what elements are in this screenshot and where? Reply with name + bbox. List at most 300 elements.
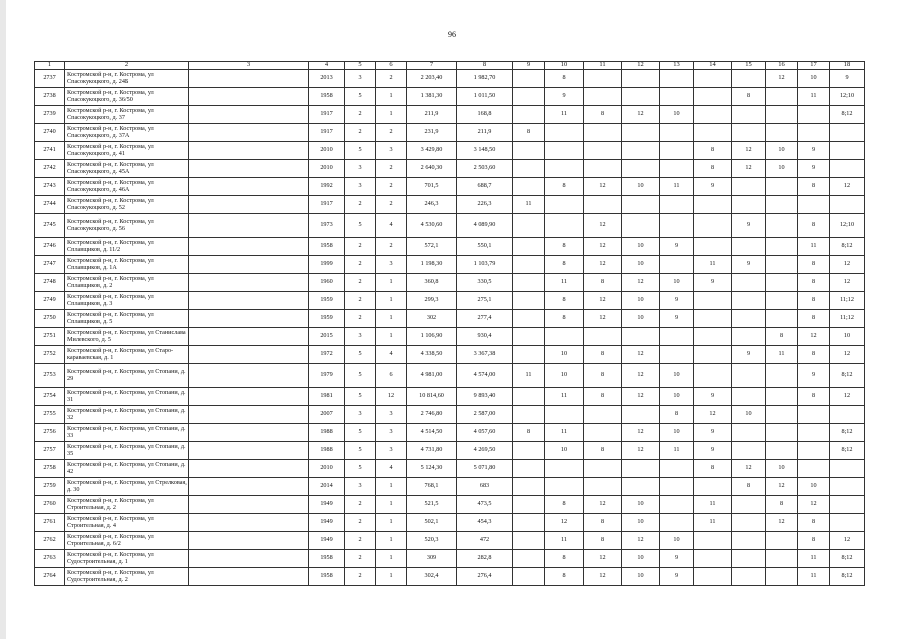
table-cell: [513, 106, 545, 124]
table-cell: [732, 238, 766, 256]
table-cell: 1958: [309, 568, 345, 586]
table-row: [35, 424, 865, 442]
column-number-cell: 4: [309, 62, 345, 70]
table-cell: [545, 214, 584, 238]
table-cell: [513, 568, 545, 586]
table-cell: [189, 292, 309, 310]
table-cell: [660, 124, 694, 142]
table-cell: [584, 424, 622, 442]
table-cell: [830, 406, 865, 424]
table-cell: 1 381,30: [407, 88, 457, 106]
table-cell: 1917: [309, 124, 345, 142]
row-number-cell: 2739: [35, 106, 65, 124]
address-cell: Костромской р-н, г. Кострома, ул Сплавщиков, д. 2: [65, 274, 189, 292]
table-cell: 11: [513, 196, 545, 214]
table-cell: 2010: [309, 160, 345, 178]
table-row: [35, 70, 865, 88]
table-row: [35, 496, 865, 514]
table-cell: 1917: [309, 196, 345, 214]
table-cell: 10: [622, 514, 660, 532]
table-cell: [189, 346, 309, 364]
row-number-cell: 2738: [35, 88, 65, 106]
table-cell: [545, 460, 584, 478]
table-cell: 8: [584, 514, 622, 532]
table-cell: [189, 238, 309, 256]
address-cell: Костромской р-н, г. Кострома, ул Спасокукоцкого, д. 37А: [65, 124, 189, 142]
table-row: [35, 364, 865, 388]
table-cell: 12: [732, 142, 766, 160]
table-cell: [660, 214, 694, 238]
table-cell: 2010: [309, 460, 345, 478]
table-cell: 8;12: [830, 568, 865, 586]
row-number-cell: 2759: [35, 478, 65, 496]
table-cell: [622, 88, 660, 106]
row-number-cell: 2763: [35, 550, 65, 568]
table-cell: 10: [660, 388, 694, 406]
table-row: [35, 178, 865, 196]
table-row: [35, 550, 865, 568]
table-cell: 768,1: [407, 478, 457, 496]
table-cell: [694, 106, 732, 124]
table-row: [35, 532, 865, 550]
table-cell: [798, 196, 830, 214]
table-cell: 12: [584, 178, 622, 196]
table-cell: 11: [545, 532, 584, 550]
table-cell: [694, 568, 732, 586]
table-cell: [766, 238, 798, 256]
table-cell: [732, 328, 766, 346]
row-number-cell: 2746: [35, 238, 65, 256]
table-cell: 1: [376, 550, 407, 568]
row-number-cell: 2744: [35, 196, 65, 214]
table-cell: 2 503,60: [457, 160, 513, 178]
table-cell: 10: [622, 178, 660, 196]
table-cell: 9: [694, 178, 732, 196]
table-cell: 9: [694, 274, 732, 292]
row-number-cell: 2743: [35, 178, 65, 196]
table-cell: 3 429,80: [407, 142, 457, 160]
table-cell: 10: [660, 106, 694, 124]
table-cell: 2: [376, 70, 407, 88]
table-cell: [694, 346, 732, 364]
column-number-cell: 17: [798, 62, 830, 70]
table-cell: 5: [345, 88, 376, 106]
table-cell: 2: [345, 238, 376, 256]
table-row: [35, 88, 865, 106]
table-cell: 1949: [309, 514, 345, 532]
table-cell: 1958: [309, 238, 345, 256]
address-cell: Костромской р-н, г. Кострома, ул Спасокукоцкого, д. 37: [65, 106, 189, 124]
table-cell: 3: [376, 442, 407, 460]
table-cell: [513, 460, 545, 478]
table-cell: [513, 346, 545, 364]
table-cell: 10: [545, 442, 584, 460]
table-cell: 8: [545, 310, 584, 328]
table-cell: 11: [798, 568, 830, 586]
table-cell: 2: [345, 274, 376, 292]
table-cell: 302: [407, 310, 457, 328]
table-cell: [660, 160, 694, 178]
table-cell: 10: [766, 460, 798, 478]
table-cell: [694, 70, 732, 88]
table-cell: [732, 364, 766, 388]
table-cell: 8: [798, 274, 830, 292]
column-number-cell: 2: [65, 62, 189, 70]
table-cell: 10: [622, 238, 660, 256]
table-cell: [660, 346, 694, 364]
table-cell: [732, 310, 766, 328]
table-cell: 1960: [309, 274, 345, 292]
row-number-cell: 2761: [35, 514, 65, 532]
table-cell: [766, 274, 798, 292]
table-cell: 1949: [309, 496, 345, 514]
address-cell: Костромской р-н, г. Кострома, ул Стопани, д. 32: [65, 406, 189, 424]
table-cell: 12: [584, 256, 622, 274]
table-cell: 4: [376, 214, 407, 238]
table-cell: 2: [345, 550, 376, 568]
address-cell: Костромской р-н, г. Кострома, ул Спасокукоцкого, д. 52: [65, 196, 189, 214]
table-cell: [798, 106, 830, 124]
table-cell: 3: [345, 70, 376, 88]
table-cell: 8: [798, 346, 830, 364]
table-cell: [513, 292, 545, 310]
table-cell: 2: [345, 196, 376, 214]
table-cell: [694, 532, 732, 550]
table-cell: [766, 88, 798, 106]
address-cell: Костромской р-н, г. Кострома, ул Сплавщиков, д. 5: [65, 310, 189, 328]
table-cell: 8: [798, 256, 830, 274]
table-cell: 8;12: [830, 106, 865, 124]
table-cell: [584, 70, 622, 88]
table-cell: 12: [584, 238, 622, 256]
table-cell: [732, 496, 766, 514]
table-cell: [584, 160, 622, 178]
table-cell: [584, 142, 622, 160]
table-cell: 9: [694, 442, 732, 460]
table-cell: [660, 514, 694, 532]
table-cell: 2: [345, 256, 376, 274]
row-number-cell: 2757: [35, 442, 65, 460]
table-cell: [766, 178, 798, 196]
table-cell: 8: [798, 532, 830, 550]
table-cell: 8: [584, 346, 622, 364]
table-cell: [584, 196, 622, 214]
row-number-cell: 2745: [35, 214, 65, 238]
address-cell: Костромской р-н, г. Кострома, ул Строительная, д. 6/2: [65, 532, 189, 550]
address-cell: Костромской р-н, г. Кострома, ул Стопани, д. 31: [65, 388, 189, 406]
table-cell: 10: [545, 364, 584, 388]
table-cell: 1959: [309, 292, 345, 310]
table-cell: 2: [345, 124, 376, 142]
table-cell: 2: [345, 292, 376, 310]
table-cell: 11: [660, 442, 694, 460]
table-cell: 12: [798, 496, 830, 514]
table-cell: 8: [694, 460, 732, 478]
table-cell: [732, 568, 766, 586]
table-cell: [694, 292, 732, 310]
table-cell: [189, 256, 309, 274]
table-cell: 10: [766, 142, 798, 160]
row-number-cell: 2742: [35, 160, 65, 178]
table-cell: [513, 70, 545, 88]
table-row: [35, 442, 865, 460]
table-cell: [766, 214, 798, 238]
column-number-cell: 12: [622, 62, 660, 70]
table-cell: [660, 196, 694, 214]
table-row: [35, 310, 865, 328]
row-number-cell: 2762: [35, 532, 65, 550]
table-cell: 5 071,80: [457, 460, 513, 478]
table-cell: 5: [345, 364, 376, 388]
table-cell: 12: [766, 478, 798, 496]
table-cell: 8: [545, 550, 584, 568]
table-cell: 8;12: [830, 550, 865, 568]
table-cell: 11: [694, 256, 732, 274]
table-cell: [660, 460, 694, 478]
table-row: [35, 256, 865, 274]
table-cell: 10: [766, 160, 798, 178]
address-cell: Костромской р-н, г. Кострома, ул Стопани, д. 35: [65, 442, 189, 460]
table-cell: [189, 514, 309, 532]
table-cell: 12: [830, 532, 865, 550]
table-cell: 1 106,90: [407, 328, 457, 346]
column-number-cell: 9: [513, 62, 545, 70]
column-number-cell: 6: [376, 62, 407, 70]
table-cell: 8: [798, 214, 830, 238]
table-cell: [513, 514, 545, 532]
row-number-cell: 2748: [35, 274, 65, 292]
table-cell: 1: [376, 532, 407, 550]
table-cell: 1959: [309, 310, 345, 328]
table-cell: 11: [694, 496, 732, 514]
table-cell: 5: [345, 346, 376, 364]
table-cell: [660, 142, 694, 160]
table-cell: 1: [376, 106, 407, 124]
row-number-cell: 2754: [35, 388, 65, 406]
table-cell: 1: [376, 568, 407, 586]
table-cell: [660, 496, 694, 514]
table-cell: 683: [457, 478, 513, 496]
address-cell: Костромской р-н, г. Кострома, ул Спасокукоцкого, д. 45А: [65, 160, 189, 178]
table-cell: 8: [584, 442, 622, 460]
table-cell: 9: [660, 292, 694, 310]
table-cell: 8: [584, 274, 622, 292]
table-cell: 10 814,60: [407, 388, 457, 406]
table-cell: 2: [345, 514, 376, 532]
row-number-cell: 2737: [35, 70, 65, 88]
address-cell: Костромской р-н, г. Кострома, ул Спасокукоцкого, д. 36/50: [65, 88, 189, 106]
table-cell: [513, 550, 545, 568]
row-number-cell: 2750: [35, 310, 65, 328]
table-cell: [513, 214, 545, 238]
table-cell: [513, 160, 545, 178]
table-cell: 1979: [309, 364, 345, 388]
table-row: [35, 274, 865, 292]
table-cell: [545, 328, 584, 346]
table-cell: [584, 460, 622, 478]
table-body: [35, 62, 865, 586]
address-cell: Костромской р-н, г. Кострома, ул Строительная, д. 4: [65, 514, 189, 532]
table-cell: 211,9: [407, 106, 457, 124]
table-row: [35, 238, 865, 256]
table-cell: 10: [622, 550, 660, 568]
address-cell: Костромской р-н, г. Кострома, ул Станислава Милевского, д. 5: [65, 328, 189, 346]
table-cell: 4 338,50: [407, 346, 457, 364]
table-cell: 5: [345, 442, 376, 460]
table-cell: [766, 256, 798, 274]
column-number-cell: 11: [584, 62, 622, 70]
table-cell: 2: [345, 568, 376, 586]
table-cell: 1 198,30: [407, 256, 457, 274]
table-cell: 2 746,80: [407, 406, 457, 424]
table-cell: 3 367,38: [457, 346, 513, 364]
row-number-cell: 2753: [35, 364, 65, 388]
table-cell: [766, 124, 798, 142]
table-cell: [660, 328, 694, 346]
table-cell: 11: [660, 178, 694, 196]
housing-register-table: [34, 61, 865, 586]
table-cell: 8: [766, 496, 798, 514]
table-row: [35, 292, 865, 310]
table-cell: [694, 238, 732, 256]
table-cell: [513, 88, 545, 106]
table-cell: [732, 124, 766, 142]
table-cell: 330,5: [457, 274, 513, 292]
table-cell: [622, 160, 660, 178]
table-cell: 1: [376, 292, 407, 310]
table-cell: [513, 178, 545, 196]
table-cell: 8: [545, 496, 584, 514]
table-cell: [694, 364, 732, 388]
table-cell: 246,3: [407, 196, 457, 214]
table-cell: 11: [545, 274, 584, 292]
table-cell: 10: [622, 256, 660, 274]
table-cell: 12;10: [830, 214, 865, 238]
table-cell: 8: [732, 478, 766, 496]
table-cell: [766, 106, 798, 124]
table-cell: 309: [407, 550, 457, 568]
table-cell: 12: [376, 388, 407, 406]
table-cell: [513, 310, 545, 328]
table-cell: 8: [584, 532, 622, 550]
table-row: [35, 214, 865, 238]
table-cell: 8: [545, 256, 584, 274]
table-cell: 12: [830, 178, 865, 196]
table-cell: 1988: [309, 424, 345, 442]
table-cell: [732, 532, 766, 550]
table-cell: [189, 310, 309, 328]
table-cell: 12: [766, 70, 798, 88]
table-cell: 11: [798, 88, 830, 106]
table-cell: [660, 256, 694, 274]
table-cell: 10: [622, 568, 660, 586]
column-number-cell: 3: [189, 62, 309, 70]
table-cell: 12: [622, 364, 660, 388]
table-cell: 1917: [309, 106, 345, 124]
table-cell: [830, 478, 865, 496]
table-cell: [766, 424, 798, 442]
table-cell: 1958: [309, 88, 345, 106]
row-number-cell: 2752: [35, 346, 65, 364]
table-cell: [798, 406, 830, 424]
table-cell: [622, 460, 660, 478]
table-cell: 2015: [309, 328, 345, 346]
table-cell: 12: [766, 514, 798, 532]
table-cell: [189, 106, 309, 124]
table-cell: 1: [376, 514, 407, 532]
table-cell: 275,1: [457, 292, 513, 310]
table-cell: [622, 196, 660, 214]
table-cell: 12: [830, 274, 865, 292]
table-row: [35, 346, 865, 364]
table-cell: 11: [798, 550, 830, 568]
table-cell: 2: [376, 196, 407, 214]
table-cell: 3: [345, 406, 376, 424]
table-cell: 8: [513, 124, 545, 142]
table-cell: 2014: [309, 478, 345, 496]
table-cell: [766, 406, 798, 424]
table-cell: 12;10: [830, 88, 865, 106]
table-row: [35, 196, 865, 214]
column-number-cell: 5: [345, 62, 376, 70]
table-cell: 360,8: [407, 274, 457, 292]
table-cell: [732, 424, 766, 442]
table-cell: 3: [376, 256, 407, 274]
table-cell: [766, 196, 798, 214]
table-row: [35, 142, 865, 160]
table-cell: 299,3: [407, 292, 457, 310]
table-cell: [584, 88, 622, 106]
table-cell: 521,5: [407, 496, 457, 514]
table-cell: 3: [345, 178, 376, 196]
table-cell: 5: [345, 142, 376, 160]
row-number-cell: 2741: [35, 142, 65, 160]
table-cell: 8;12: [830, 238, 865, 256]
address-cell: Костромской р-н, г. Кострома, ул Спасокукоцкого, д. 41: [65, 142, 189, 160]
row-number-cell: 2756: [35, 424, 65, 442]
address-cell: Костромской р-н, г. Кострома, ул Строительная, д. 2: [65, 496, 189, 514]
table-cell: 572,1: [407, 238, 457, 256]
table-cell: 1988: [309, 442, 345, 460]
table-cell: 2: [376, 178, 407, 196]
table-cell: [189, 388, 309, 406]
table-cell: 12: [545, 514, 584, 532]
table-cell: 11: [545, 388, 584, 406]
table-cell: 231,9: [407, 124, 457, 142]
table-cell: [694, 478, 732, 496]
column-number-cell: 15: [732, 62, 766, 70]
table-cell: 12: [622, 442, 660, 460]
address-cell: Костромской р-н, г. Кострома, ул Спасокукоцкого, д. 46А: [65, 178, 189, 196]
table-cell: 168,8: [457, 106, 513, 124]
table-cell: 11;12: [830, 310, 865, 328]
table-cell: 277,4: [457, 310, 513, 328]
table-cell: 4 530,60: [407, 214, 457, 238]
table-cell: 3: [376, 406, 407, 424]
table-cell: 1 011,50: [457, 88, 513, 106]
table-cell: 8: [798, 388, 830, 406]
table-cell: 4 574,00: [457, 364, 513, 388]
table-cell: 12: [622, 106, 660, 124]
table-row: [35, 328, 865, 346]
table-cell: 9: [660, 238, 694, 256]
table-cell: [189, 550, 309, 568]
table-cell: 2: [345, 106, 376, 124]
table-cell: [660, 88, 694, 106]
table-cell: [732, 196, 766, 214]
table-cell: 6: [376, 364, 407, 388]
table-cell: [830, 460, 865, 478]
